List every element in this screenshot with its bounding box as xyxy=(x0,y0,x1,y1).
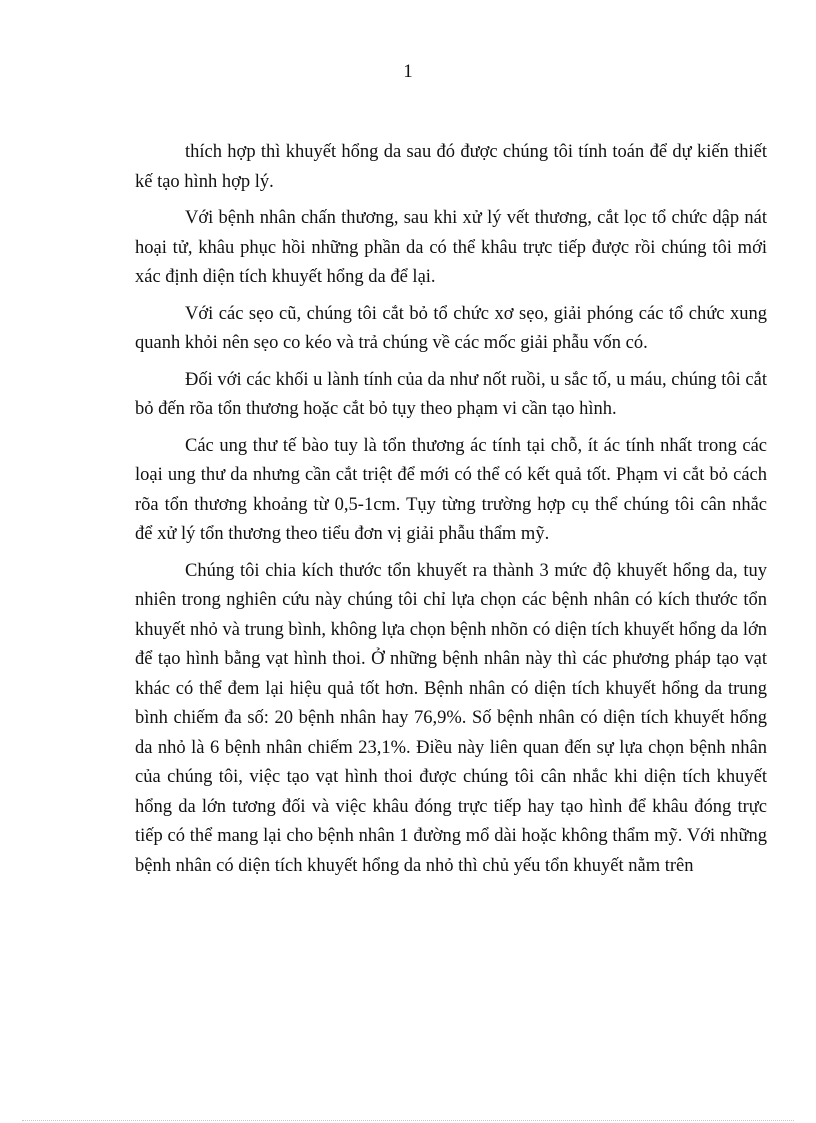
paragraph-skin-cancer: Các ung thư tế bào tuy là tổn thương ác tính tại chỗ, ít ác tính nhất trong các loại ung thư da nhưng cần cắt triệt để mới có thể có kết quả tốt. Phạm vi cắt bỏ cách rõa tổn thương khoảng từ 0,5-1cm. Tụy từng trường hợp cụ thể chúng tôi cân nhắc để xử lý tổn thương theo tiểu đơn vị giải phẫu thẩm mỹ. xyxy=(135,435,767,544)
paragraph-continuation: thích hợp thì khuyết hổng da sau đó được chúng tôi tính toán để dự kiến thiết kế tạo hình hợp lý. xyxy=(135,142,767,192)
paragraph-defect-size: Chúng tôi chia kích thước tổn khuyết ra thành 3 mức độ khuyết hổng da, tuy nhiên trong nghiên cứu này chúng tôi chỉ lựa chọn các bệnh nhân có kích thước tổn khuyết nhỏ và trung bình, không lựa chọn bệnh nhõn có diện tích khuyết hổng da lớn để tạo hình bằng vạt hình thoi. Ở những bệnh nhân này thì các phương pháp tạo vạt khác có thể đem lại hiệu quả tốt hơn. Bệnh nhân có diện tích khuyết hổng da trung bình chiếm đa số: 20 bệnh nhân hay 76,9%. Số bệnh nhân có diện tích khuyết hổng da nhỏ là 6 bệnh nhân chiếm 23,1%. Điều này liên quan đến sự lựa chọn bệnh nhân của chúng tôi, việc tạo vạt hình thoi được chúng tôi cân nhắc khi diện tích khuyết hổng da lớn tương đối và việc khâu đóng trực tiếp hay tạo hình để khâu đóng trực tiếp có thể mang lại cho bệnh nhân 1 đường mổ dài hoặc không thẩm mỹ. Với những bệnh nhân có diện tích khuyết hổng da nhỏ thì chủ yếu tổn khuyết nằm trên xyxy=(135,560,767,876)
paragraph-old-scars: Với các sẹo cũ, chúng tôi cắt bỏ tổ chức xơ sẹo, giải phóng các tổ chức xung quanh khỏi nên sẹo co kéo và trả chúng về các mốc giải phẫu vốn có. xyxy=(135,303,767,353)
paragraph-benign-tumors: Đối với các khối u lành tính của da như nốt ruồi, u sắc tố, u máu, chúng tôi cắt bỏ đến rõa tổn thương hoặc cắt bỏ tụy theo phạm vi cần tạo hình. xyxy=(135,369,767,419)
document-body xyxy=(135,138,767,888)
page-bottom-divider xyxy=(22,1120,794,1121)
page-number: 1 xyxy=(403,61,413,82)
paragraph-trauma-patients: Với bệnh nhân chấn thương, sau khi xử lý vết thương, cắt lọc tổ chức dập nát hoại tử, khâu phục hồi những phần da có thể khâu trực tiếp được rồi chúng tôi mới xác định diện tích khuyết hổng da để lại. xyxy=(135,208,767,287)
